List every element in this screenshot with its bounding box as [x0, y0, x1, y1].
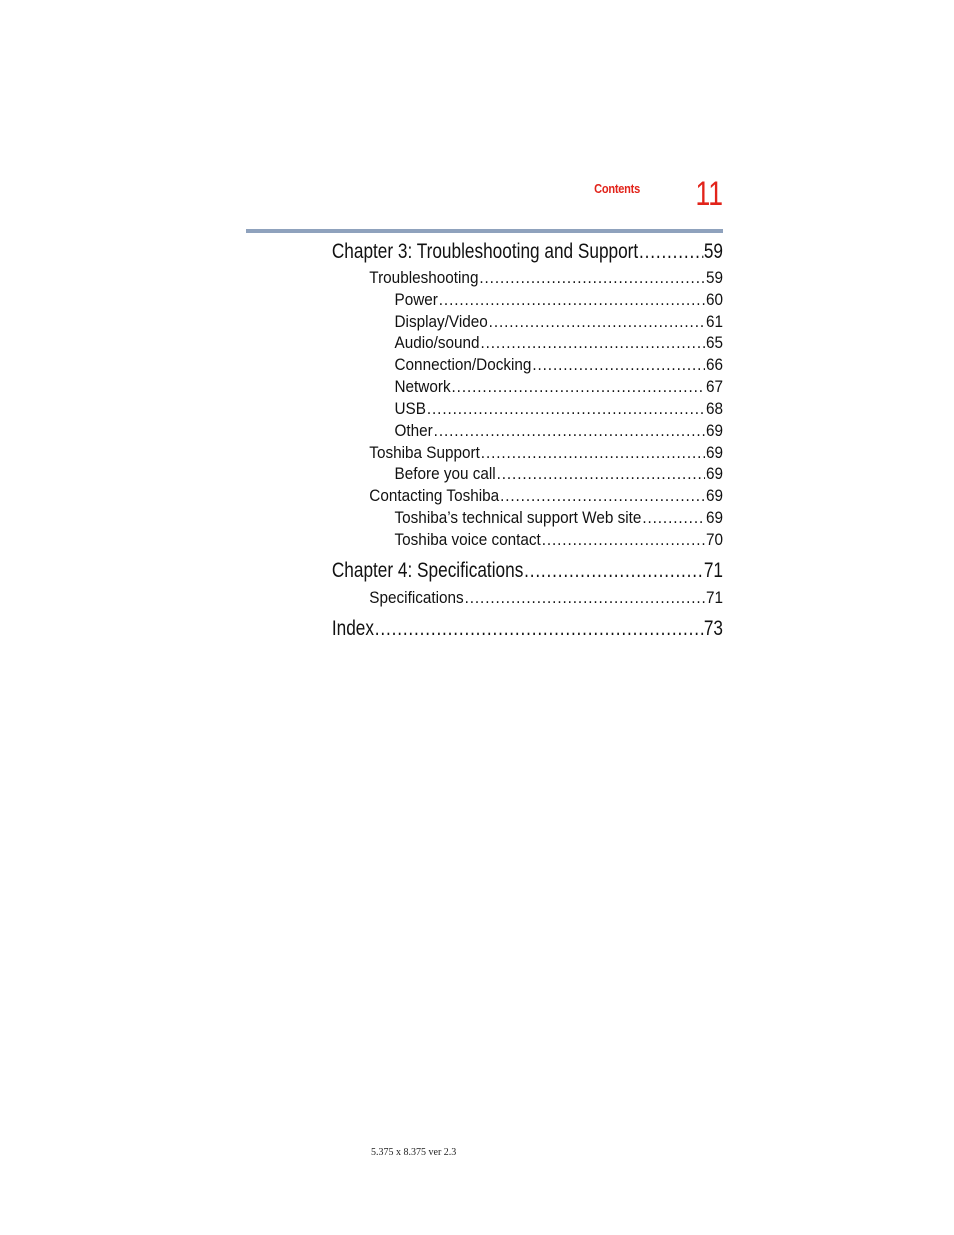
- dot-leader: [375, 617, 703, 641]
- toc-chapter-entry[interactable]: [332, 240, 723, 264]
- toc-entry-page: 67: [705, 377, 723, 396]
- toc-entry-label: Other: [394, 421, 433, 440]
- dot-leader: [434, 421, 705, 441]
- toc-entry-page: 69: [705, 443, 723, 462]
- footer-note: 5.375 x 8.375 ver 2.3: [371, 1147, 457, 1158]
- toc-entry-page: 69: [705, 464, 723, 483]
- toc-entry-page: 69: [705, 421, 723, 440]
- toc-entry-label: Connection/Docking: [394, 355, 532, 374]
- dot-leader: [439, 290, 705, 310]
- toc-entry-label: Contacting Toshiba: [369, 486, 500, 505]
- toc-entry[interactable]: [395, 464, 724, 484]
- dot-leader: [480, 333, 705, 353]
- toc-entry[interactable]: [395, 421, 724, 441]
- toc-entry[interactable]: [395, 355, 724, 375]
- toc-entry[interactable]: [369, 486, 723, 506]
- toc-entry[interactable]: [395, 530, 724, 550]
- toc-entry[interactable]: [369, 443, 723, 463]
- toc-entry-label: Audio/sound: [394, 333, 480, 352]
- toc-entry-page: 59: [705, 268, 723, 287]
- toc-entry-page: 60: [705, 290, 723, 309]
- dot-leader: [497, 464, 705, 484]
- dot-leader: [500, 486, 705, 506]
- toc-entry-page: 71: [705, 588, 723, 607]
- toc-entry-label: Toshiba Support: [369, 443, 480, 462]
- toc-entry[interactable]: [369, 588, 723, 608]
- dot-leader: [642, 508, 705, 528]
- toc-entry-page: 65: [705, 333, 723, 352]
- toc-entry-label: Chapter 3: Troubleshooting and Support: [331, 240, 639, 263]
- toc-entry[interactable]: [395, 377, 724, 397]
- toc-chapter-entry[interactable]: [332, 617, 723, 641]
- dot-leader: [532, 355, 705, 375]
- dot-leader: [524, 559, 703, 583]
- toc-entry-label: Display/Video: [394, 312, 488, 331]
- toc-entry-label: Specifications: [369, 588, 464, 607]
- toc-entry-page: 73: [703, 617, 723, 640]
- toc-entry-label: Power: [394, 290, 438, 309]
- toc-entry-page: 61: [705, 312, 723, 331]
- toc-entry-page: 69: [705, 508, 723, 527]
- toc-entry-page: 68: [705, 399, 723, 418]
- toc-entry[interactable]: [369, 268, 723, 288]
- dot-leader: [639, 240, 703, 264]
- dot-leader: [489, 312, 705, 332]
- toc-entry-page: 69: [705, 486, 723, 505]
- toc-entry-label: USB: [394, 399, 426, 418]
- toc-entry[interactable]: [395, 508, 724, 528]
- toc-entry-page: 59: [703, 240, 723, 263]
- header-rule: [246, 229, 723, 233]
- toc-entry-page: 66: [705, 355, 723, 374]
- dot-leader: [542, 530, 705, 550]
- toc-chapter-entry[interactable]: [332, 559, 723, 583]
- toc-entry[interactable]: [395, 333, 724, 353]
- toc-entry[interactable]: [395, 312, 724, 332]
- dot-leader: [452, 377, 706, 397]
- running-header-section: Contents: [594, 181, 640, 196]
- toc-entry-label: Index: [331, 617, 374, 640]
- toc-entry-label: Chapter 4: Specifications: [331, 559, 524, 582]
- toc-entry-label: Network: [394, 377, 451, 396]
- page-number: 11: [695, 175, 723, 213]
- dot-leader: [427, 399, 705, 419]
- dot-leader: [481, 443, 705, 463]
- dot-leader: [465, 588, 705, 608]
- toc-entry-label: Toshiba’s technical support Web site: [394, 508, 642, 527]
- toc-entry-label: Toshiba voice contact: [394, 530, 541, 549]
- toc-entry-label: Troubleshooting: [369, 268, 479, 287]
- toc-entry[interactable]: [395, 290, 724, 310]
- toc-entry-page: 71: [703, 559, 723, 582]
- toc-entry-page: 70: [705, 530, 723, 549]
- toc-entry-label: Before you call: [394, 464, 496, 483]
- dot-leader: [479, 268, 705, 288]
- toc-entry[interactable]: [395, 399, 724, 419]
